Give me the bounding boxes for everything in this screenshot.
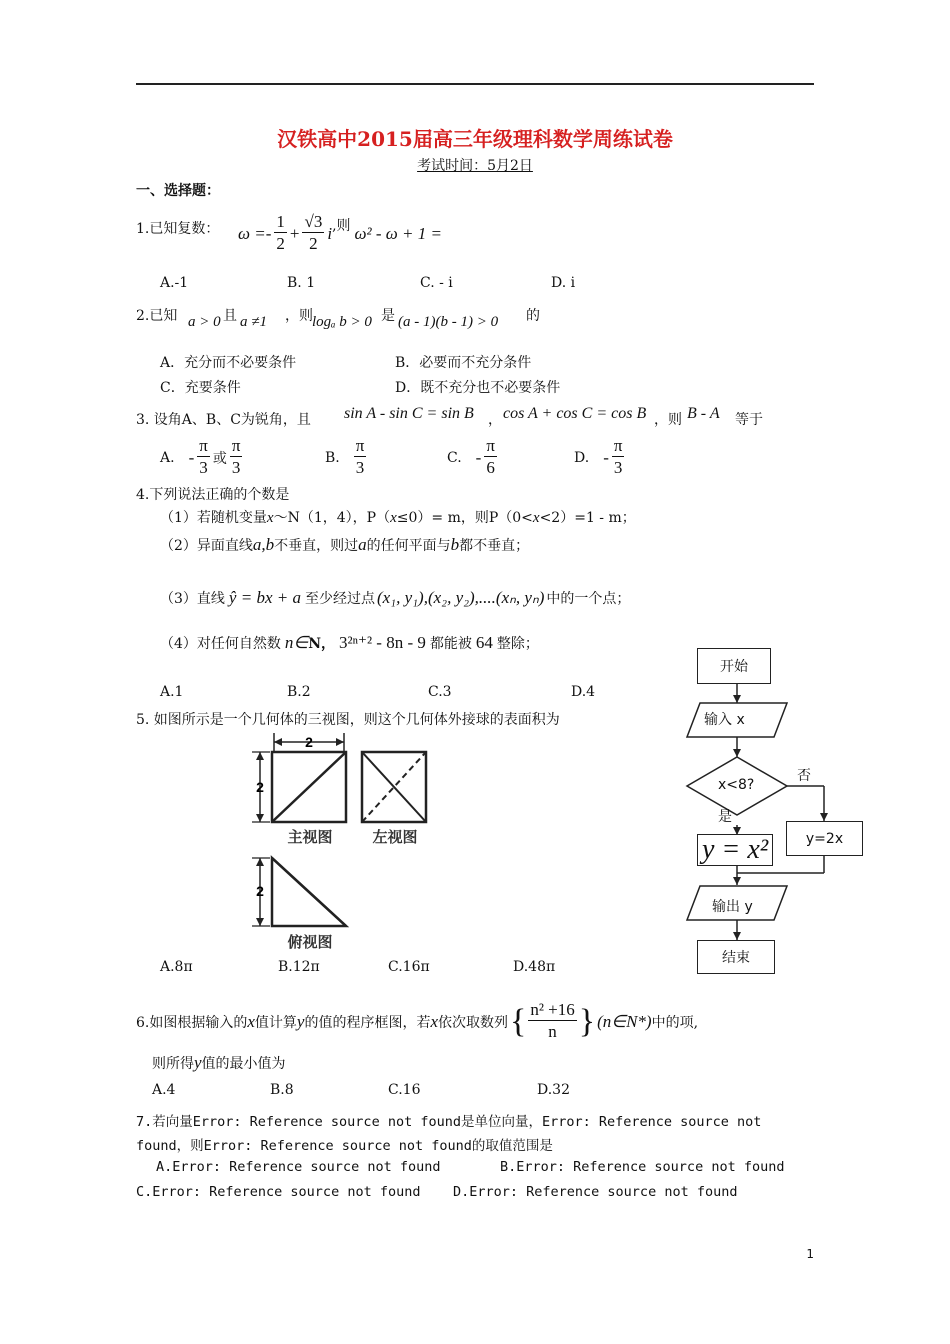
q6-x2: x [430, 1011, 438, 1031]
q1-option-a: A.-1 [160, 275, 189, 291]
q1-option-d: D. i [551, 275, 576, 291]
flow-yes-label: 是 [718, 809, 732, 825]
q4-option-a: A.1 [160, 684, 184, 700]
q3-text: 3. 设角A、B、C为锐角，且 [136, 412, 311, 428]
q6-x: x [247, 1011, 255, 1031]
q1-frac-root3 [302, 212, 324, 255]
q1-then: ,则 [332, 217, 351, 234]
q3-option-b [325, 436, 366, 479]
q7-option-a: A.Error: Reference source not found [156, 1159, 441, 1175]
q1-frac1-den: 2 [276, 234, 285, 253]
q6-text-b: 值计算 [254, 1014, 297, 1031]
front-view-label: 主视图 [287, 828, 333, 846]
q6-text-f: 则所得 [152, 1056, 194, 1072]
exam-date: 考试时间：5月2日 [417, 158, 533, 174]
q4-s3-c: 中的一个点； [546, 591, 631, 607]
q2-option-b: B．必要而不充分条件 [395, 355, 532, 371]
q3-den: 3 [199, 458, 208, 477]
q4-s2-a: （2）异面直线 [160, 538, 253, 554]
q5-option-b: B.12π [278, 959, 320, 975]
q3-pi: π [231, 436, 241, 455]
q2-is: 是 [381, 308, 395, 324]
q1-frac2-den: 2 [309, 234, 318, 253]
q3-tail: 等于 [735, 412, 763, 428]
q4-s3-a: （3）直线 [160, 591, 225, 607]
q4-s2-c: 的任何平面与 [366, 538, 451, 554]
q3-pi: π [199, 436, 208, 455]
q2-of: 的 [526, 308, 540, 324]
q3-eq1: sin A - sin C = sin B [344, 405, 474, 422]
q6-text-c: 的值的程序框图，若 [304, 1014, 431, 1031]
q2-option-c: C．充要条件 [160, 380, 241, 396]
q4-s1-x2: x [390, 510, 397, 526]
header-rule [136, 83, 814, 85]
q3-opt-b-frac [354, 436, 367, 479]
q7-line1: 7.若向量Error: Reference source not found是单位向量，Error: Reference source not [136, 1114, 762, 1130]
q4-s4-a: （4）对任何自然数 [160, 636, 281, 652]
q6-frac-num: n² +16 [530, 1000, 575, 1019]
q1-i: i [327, 223, 333, 243]
q1-expr: ω² - ω + 1 = [354, 223, 442, 243]
q6-text-a: 6.如图根据输入的 [136, 1014, 248, 1031]
q1-frac1-num: 1 [276, 212, 285, 231]
q3-pi: π [355, 436, 365, 455]
q4-statement-1 [160, 507, 636, 527]
q6-option-b: B.8 [270, 1082, 294, 1098]
q5-stem: 5. 如图所示是一个几何体的三视图，则这个几何体外接球的表面积为 [136, 712, 560, 728]
q2-cond1: a > 0 [188, 314, 221, 330]
q4-s4-n: n∈ [284, 633, 309, 652]
flow-calc-yes: y = x² [697, 834, 773, 866]
q4-statement-4 [160, 633, 539, 653]
q3-opt-a-neg: - [188, 447, 195, 467]
q4-s2-b: 不垂直，则过 [274, 538, 359, 554]
q4-s2-a2: a [358, 535, 367, 554]
q3-opt-c-frac [484, 436, 497, 479]
flowchart-connectors [676, 645, 871, 975]
q2-log: logₐ b > 0 [312, 314, 372, 330]
q4-s3-points: (x₁, y₁),(x₂, y₂),....(xₙ, yₙ) [376, 588, 545, 607]
q3-opt-a-frac1 [197, 436, 210, 479]
q4-s4-b: 都能被 [429, 636, 472, 652]
q4-s1-x3: x [532, 510, 540, 526]
flow-input: 输入 x [704, 712, 745, 728]
q3-opt-a-frac2 [230, 436, 243, 479]
q6-brace-right: } [578, 1002, 596, 1040]
q2-prefix: 2.已知 [136, 308, 178, 324]
q4-s1-c: ≤0）= m，则P（0< [396, 510, 533, 526]
q6-brace-left: { [510, 1002, 527, 1040]
q6-option-a: A.4 [152, 1082, 176, 1098]
flow-output: 输出 y [712, 899, 753, 915]
page-number: 1 [806, 1247, 814, 1261]
page-title: 汉铁高中2015届高三年级理科数学周练试卷 [277, 127, 673, 151]
section-heading: 一、选择题： [136, 183, 220, 199]
flow-calc-no: y=2x [786, 821, 863, 856]
q6-cond: (n∈N*) [597, 1011, 652, 1031]
q3-option-c [447, 436, 497, 479]
q3-opt-a-label: A. [160, 449, 175, 466]
q5-option-d: D.48π [513, 959, 556, 975]
top-view-label: 俯视图 [287, 933, 333, 951]
q6-text-e: 中的项, [651, 1014, 699, 1031]
q7-line2: found，则Error: Reference source not found的取值范围是 [136, 1138, 553, 1154]
q2-then: ，则 [285, 308, 313, 324]
q2-cond3: (a - 1)(b - 1) > 0 [398, 314, 499, 330]
q4-option-d: D.4 [571, 684, 596, 700]
q6-text-d: 依次取数列 [438, 1014, 508, 1031]
q5-option-c: C.16π [388, 959, 430, 975]
q7-option-d: D.Error: Reference source not found [453, 1184, 738, 1200]
q3-den: 6 [486, 458, 495, 477]
q3-eq2: cos A + cos C = cos B [503, 405, 647, 422]
q6-text-g: 值的最小值为 [201, 1056, 286, 1072]
q1-frac-half [274, 212, 287, 255]
dim-side2-label: 2 [256, 883, 264, 899]
q4-s1-x: x [266, 510, 274, 526]
q3-opt-c-label: C. [447, 449, 462, 466]
q4-s4-c: 整除； [496, 636, 539, 652]
q3-den: 3 [355, 458, 365, 477]
q4-s2-ab: a,b [252, 535, 275, 554]
q1-omega: ω =- [238, 223, 272, 243]
q1-option-c: C. - i [420, 275, 453, 291]
q2-option-a: A．充分而不必要条件 [160, 355, 297, 371]
q3-den: 3 [231, 458, 241, 477]
flow-decision: x<8? [718, 777, 755, 793]
q6-y: y [296, 1011, 305, 1031]
q3-option-d [574, 436, 624, 479]
q2-cond2: a ≠1 [240, 314, 267, 330]
q4-s2-d: 都不垂直； [459, 538, 530, 554]
q4-statement-3 [160, 588, 630, 608]
q1-prefix: 1.已知复数： [136, 221, 220, 237]
q4-s2-b2: b [450, 535, 460, 554]
flow-start: 开始 [697, 648, 771, 684]
q3-expr: B - A [687, 405, 720, 422]
q4-statement-2 [160, 535, 529, 555]
q4-stem: 4.下列说法正确的个数是 [136, 487, 290, 503]
q4-s1-a: （1）若随机变量 [160, 510, 267, 526]
q4-s4-64: 64 [475, 633, 493, 652]
dim-side1-label: 2 [256, 779, 264, 795]
q3-opt-c-neg: - [475, 447, 482, 467]
q6-sequence-frac [528, 1000, 576, 1043]
q4-s1-d: <2）=1 - m； [539, 510, 636, 526]
q4-s3-eq: ŷ = bx + a [228, 588, 301, 607]
q3-opt-d-frac [612, 436, 625, 479]
q3-comma: ， [488, 412, 502, 428]
q4-s1-b: ～N（1，4），P（ [273, 510, 391, 526]
q6-option-d: D.32 [537, 1082, 570, 1098]
flow-no-label: 否 [797, 768, 811, 784]
q1-formula [238, 212, 442, 255]
q3-opt-d-label: D. [574, 449, 590, 466]
q7-option-c: C.Error: Reference source not found [136, 1184, 421, 1200]
q6-frac-den: n [548, 1022, 557, 1041]
q3-option-a [160, 436, 245, 479]
q6-line2 [152, 1053, 286, 1073]
q3-then: ，则 [654, 412, 682, 428]
q3-opt-a-or: 或 [212, 450, 227, 467]
q4-s4-N: N， [308, 636, 336, 652]
q1-option-b: B. 1 [287, 275, 316, 291]
q3-opt-d-neg: - [603, 447, 609, 467]
q2-and: 且 [223, 308, 237, 324]
q4-s4-expr: 3²ⁿ⁺² - 8n - 9 [339, 633, 426, 652]
q1-frac2-num: √3 [304, 212, 323, 231]
q3-opt-b-label: B. [325, 449, 340, 466]
q7-option-b: B.Error: Reference source not found [500, 1159, 785, 1175]
q3-pi: π [486, 436, 495, 455]
q2-option-d: D．既不充分也不必要条件 [395, 380, 561, 396]
left-view-label: 左视图 [372, 828, 418, 846]
q5-option-a: A.8π [160, 959, 193, 975]
q6-y2: y [194, 1053, 202, 1072]
dim-top-label: 2 [305, 734, 313, 750]
q6-line1 [136, 1000, 698, 1043]
q3-den: 3 [613, 458, 623, 477]
q4-option-b: B.2 [287, 684, 311, 700]
q1-plus: + [289, 223, 300, 243]
q4-s3-b: 至少经过点 [304, 591, 375, 607]
q3-pi: π [613, 436, 623, 455]
three-view-diagram [240, 730, 440, 955]
flow-end: 结束 [697, 940, 775, 974]
q4-option-c: C.3 [428, 684, 452, 700]
q6-option-c: C.16 [388, 1082, 421, 1098]
